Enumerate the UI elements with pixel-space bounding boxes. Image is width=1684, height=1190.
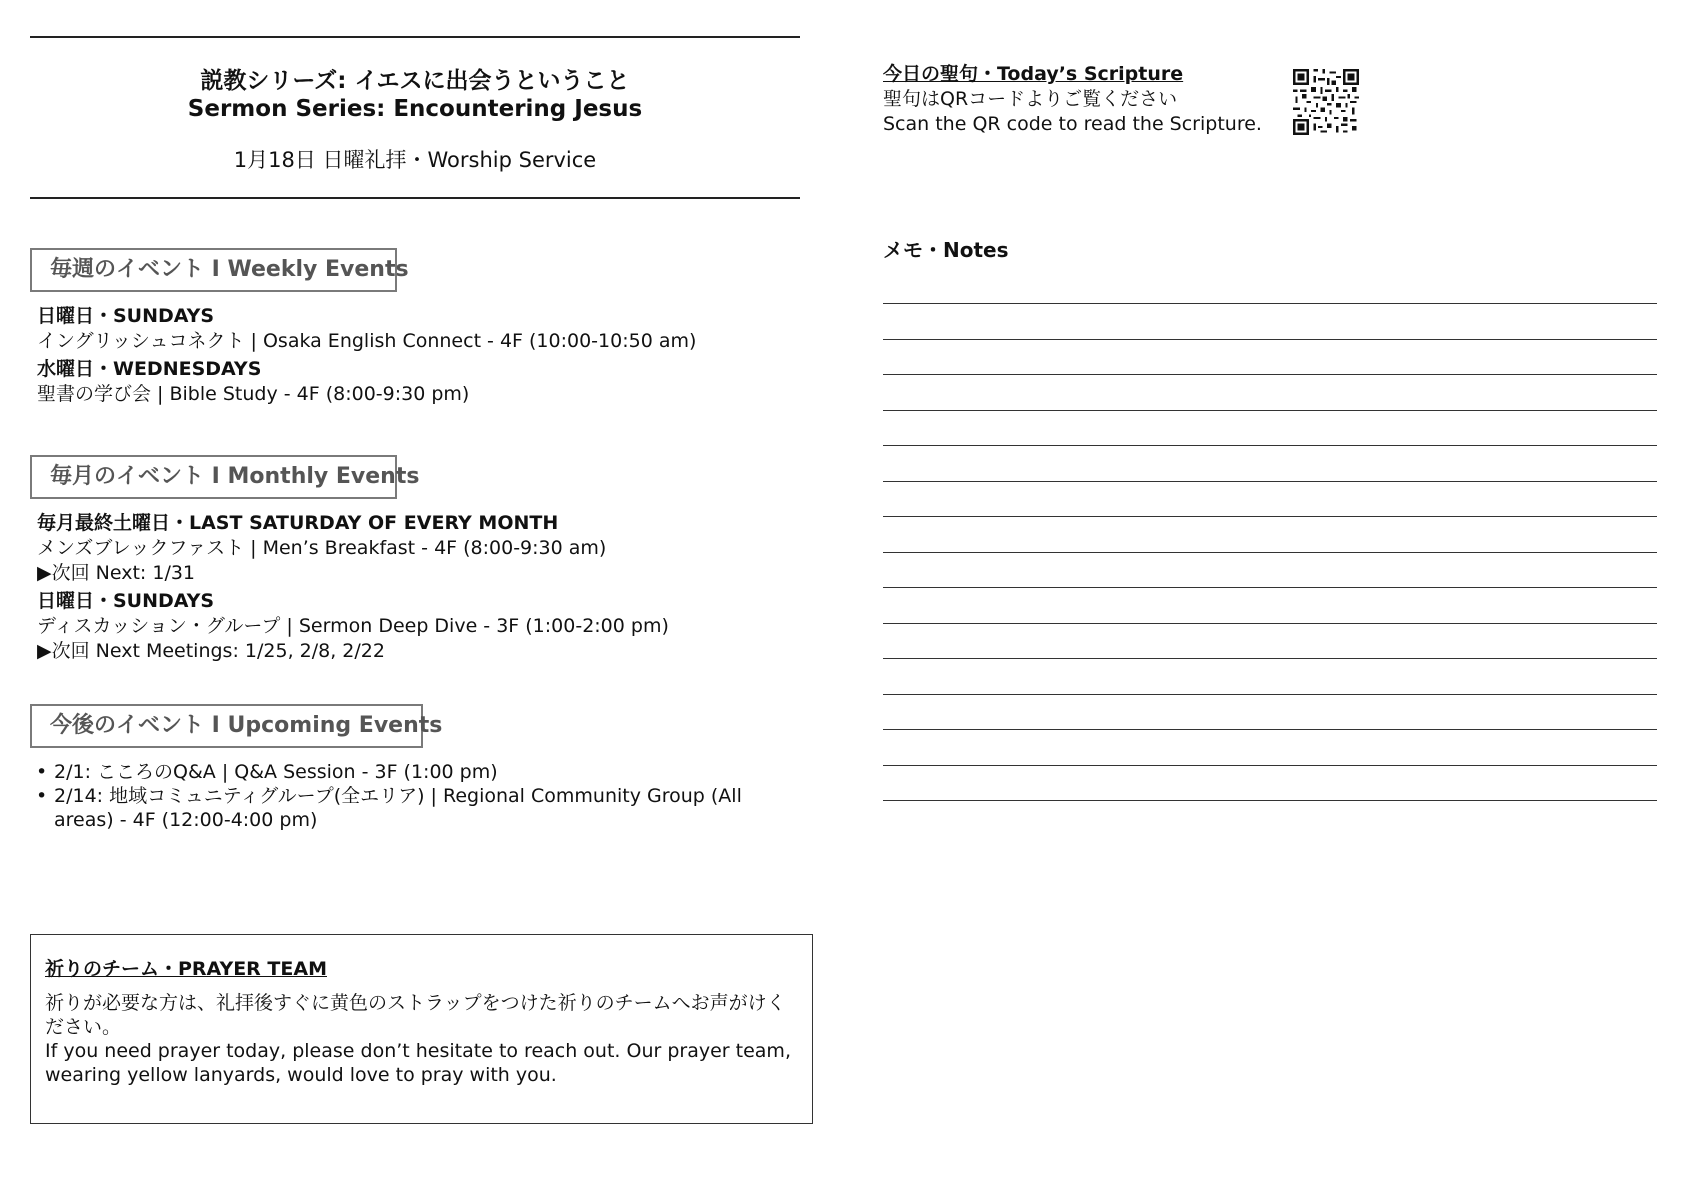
note-line[interactable] bbox=[883, 623, 1657, 624]
event-detail: ディスカッション・グループ | Sermon Deep Dive - 3F (1:00-2:00 pm) bbox=[37, 615, 669, 637]
notes-title: メモ・Notes bbox=[883, 238, 1009, 262]
monthly-events-heading: 毎月のイベント I Monthly Events bbox=[30, 455, 397, 499]
note-line[interactable] bbox=[883, 587, 1657, 588]
sermon-series-title-en: Sermon Series: Encountering Jesus bbox=[187, 96, 643, 122]
note-line[interactable] bbox=[883, 516, 1657, 517]
event-detail: イングリッシュコネクト | Osaka English Connect - 4F (10:00-10:50 am) bbox=[37, 330, 697, 352]
list-item: • 2/14: 地域コミュニティグループ(全エリア) | Regional Community Group (All areas) - 4F (12:00-4:00 pm) bbox=[36, 784, 776, 832]
list-item: • 2/1: こころのQ&A | Q&A Session - 3F (1:00 pm) bbox=[36, 760, 776, 784]
scripture-block bbox=[883, 62, 1262, 137]
event-day: 毎月最終土曜日・LAST SATURDAY OF EVERY MONTH bbox=[37, 512, 559, 534]
event-day: 日曜日・SUNDAYS bbox=[37, 590, 215, 612]
note-line[interactable] bbox=[883, 800, 1657, 801]
upcoming-events-list bbox=[36, 760, 776, 832]
qr-code-icon[interactable] bbox=[1293, 69, 1359, 135]
note-line[interactable] bbox=[883, 374, 1657, 375]
note-line[interactable] bbox=[883, 765, 1657, 766]
note-line[interactable] bbox=[883, 303, 1657, 304]
monthly-event bbox=[37, 511, 606, 586]
event-next-date: ▶次回 Next: 1/31 bbox=[37, 562, 196, 584]
header-bottom-rule bbox=[30, 197, 800, 199]
prayer-team-text-en: If you need prayer today, please don’t hesitate to reach out. Our prayer team, wearing yellow lanyards, would love to pray with you. bbox=[45, 1040, 791, 1086]
event-next-date: ▶次回 Next Meetings: 1/25, 2/8, 2/22 bbox=[37, 640, 385, 662]
monthly-event bbox=[37, 589, 669, 664]
note-line[interactable] bbox=[883, 729, 1657, 730]
prayer-team-title: 祈りのチーム・PRAYER TEAM bbox=[45, 958, 327, 980]
event-day: 日曜日・SUNDAYS bbox=[37, 305, 215, 327]
note-line[interactable] bbox=[883, 445, 1657, 446]
event-detail: 聖書の学び会 | Bible Study - 4F (8:00-9:30 pm) bbox=[37, 383, 470, 405]
scripture-instruction-jp: 聖句はQRコードよりご覧ください bbox=[883, 88, 1178, 110]
note-line[interactable] bbox=[883, 658, 1657, 659]
header-top-rule bbox=[30, 36, 800, 38]
weekly-events-heading: 毎週のイベント I Weekly Events bbox=[30, 248, 397, 292]
prayer-team-text-jp: 祈りが必要な方は、礼拝後すぐに黄色のストラップをつけた祈りのチームへお声がけください。 bbox=[45, 992, 786, 1038]
note-line[interactable] bbox=[883, 694, 1657, 695]
weekly-event bbox=[37, 304, 696, 354]
event-day: 水曜日・WEDNESDAYS bbox=[37, 358, 262, 380]
service-date: 1月18日 日曜礼拝・Worship Service bbox=[233, 148, 597, 172]
note-line[interactable] bbox=[883, 481, 1657, 482]
sermon-series-title-jp: 説教シリーズ: イエスに出会うということ bbox=[200, 68, 630, 94]
scripture-title: 今日の聖句・Today’s Scripture bbox=[883, 63, 1184, 85]
note-line[interactable] bbox=[883, 552, 1657, 553]
upcoming-events-heading: 今後のイベント I Upcoming Events bbox=[30, 704, 423, 748]
prayer-team-box bbox=[30, 934, 813, 1124]
scripture-instruction-en: Scan the QR code to read the Scripture. bbox=[883, 113, 1262, 135]
note-line[interactable] bbox=[883, 410, 1657, 411]
note-line[interactable] bbox=[883, 339, 1657, 340]
weekly-event bbox=[37, 357, 469, 407]
event-detail: メンズブレックファスト | Men’s Breakfast - 4F (8:00-9:30 am) bbox=[37, 537, 607, 559]
